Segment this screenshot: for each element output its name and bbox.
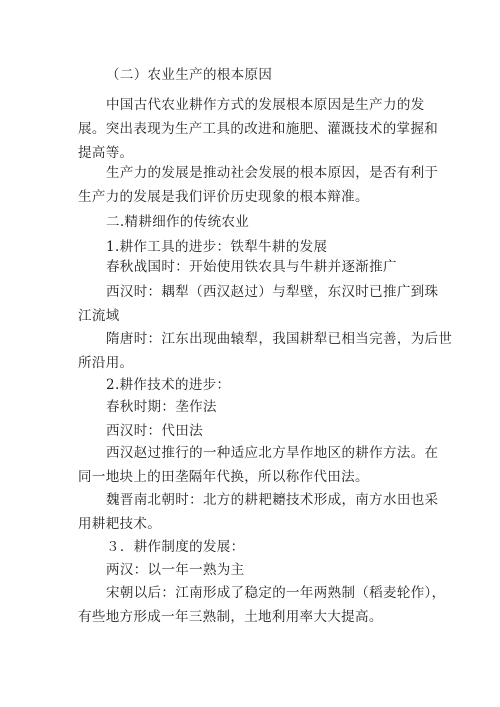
tech-western-han: 西汉时：代田法 [106,423,203,439]
paragraph-2-line-1: 生产力的发展是推动社会发展的根本原因，是否有利于 [106,165,439,181]
system-song-line-2: 有些地方形成一年三熟制，土地利用率大大提高。 [78,609,383,625]
paragraph-1-line-3: 提高等。 [78,145,134,161]
tech-wei-jin-line-1: 魏晋南北朝时：北方的耕耙耱技术形成，南方水田也采 [106,492,439,508]
paragraph-1-line-1: 中国古代农业耕作方式的发展根本原因是生产力的发 [106,97,425,113]
tools-western-han-line-2: 江流域 [78,308,120,324]
system-song-line-1: 宋朝以后：江南形成了稳定的一年两熟制（稻麦轮作）， [106,585,446,601]
tools-western-han-line-1: 西汉时：耦犁（西汉赵过）与犁壁，东汉时已推广到珠 [106,284,439,300]
paragraph-1-line-2: 展。突出表现为生产工具的改进和施肥、灌溉技术的掌握和 [78,121,439,137]
section-2-heading: （二）农业生产的根本原因 [106,67,273,83]
tech-daitian-line-1: 西汉赵过推行的一种适应北方旱作地区的耕作方法。在 [106,445,439,461]
tech-daitian-line-2: 同一地块上的田垄隔年代换，所以称作代田法。 [78,469,369,485]
tools-sui-tang-line-2: 所沿用。 [78,355,134,371]
tools-heading: 1.耕作工具的进步：铁犁牛耕的发展 [106,239,328,255]
system-han: 两汉：以一年一熟为主 [106,562,245,578]
system-heading: ３．耕作制度的发展： [106,539,245,555]
tech-wei-jin-line-2: 用耕耙技术。 [78,516,162,532]
paragraph-2-line-2: 生产力的发展是我们评价历史现象的根本辩准。 [78,189,369,205]
tools-sui-tang-line-1: 隋唐时：江东出现曲辕犁，我国耕犁已相当完善，为后世 [106,331,453,347]
section-heading: 二.精耕细作的传统农业 [106,214,250,230]
tools-spring-autumn: 春秋战国时：开始使用铁农具与牛耕并逐渐推广 [106,259,397,275]
tech-heading: 2.耕作技术的进步： [106,377,231,393]
tech-spring-autumn: 春秋时期：垄作法 [106,399,217,415]
